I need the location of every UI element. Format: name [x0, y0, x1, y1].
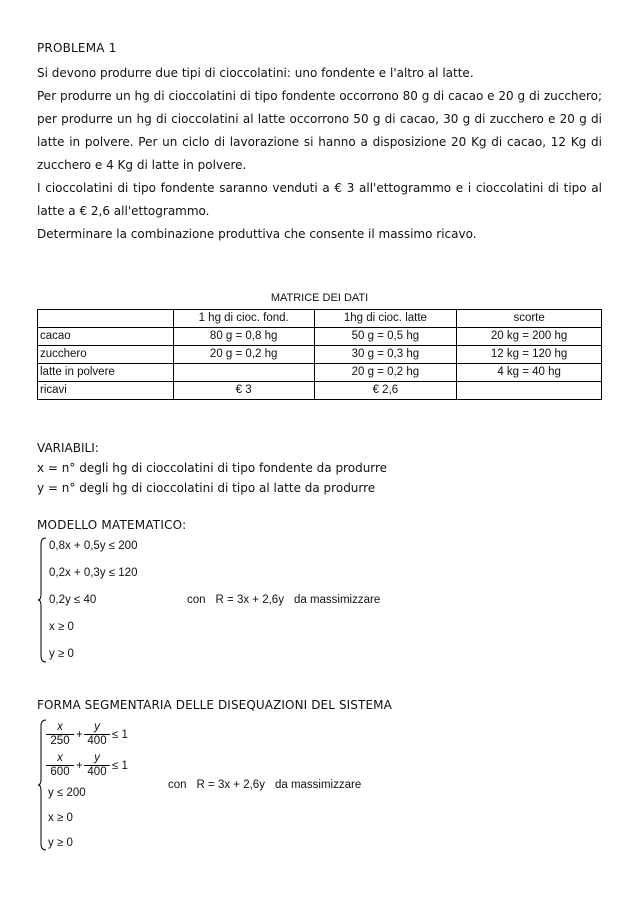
- table-row: [38, 364, 602, 382]
- variables-section: [37, 438, 387, 498]
- table-cell: 80 g = 0,8 hg: [173, 328, 314, 346]
- table-cell: € 2,6: [314, 382, 457, 400]
- problem-title: PROBLEMA 1: [37, 41, 117, 55]
- constraint: x ≥ 0: [49, 621, 74, 633]
- table-cell: 12 kg = 120 hg: [457, 346, 602, 364]
- table-cell: latte in polvere: [38, 364, 174, 382]
- table-cell: zucchero: [38, 346, 174, 364]
- table-row: [38, 328, 602, 346]
- model-objective: [187, 594, 380, 606]
- table-cell: 20 kg = 200 hg: [457, 328, 602, 346]
- segmentary-objective: [168, 779, 361, 791]
- inequality-rhs: ≤ 1: [112, 729, 128, 741]
- problem-text: [37, 62, 602, 246]
- constraint: y ≥ 0: [49, 648, 74, 660]
- table-header-cell: 1hg di cioc. latte: [314, 310, 457, 328]
- model-title: MODELLO MATEMATICO:: [37, 518, 187, 532]
- problem-paragraph: I cioccolatini di tipo fondente saranno venduti a € 3 all'ettogrammo e i cioccolatini di tipo al latte a € 2,6 all'ettogrammo.: [37, 181, 602, 218]
- inequality-rhs: ≤ 1: [112, 760, 128, 772]
- objective-suffix: da massimizzare: [274, 779, 362, 791]
- objective-suffix: da massimizzare: [293, 594, 381, 606]
- problem-paragraph: Determinare la combinazione produttiva che consente il massimo ricavo.: [37, 227, 477, 241]
- fraction: $\frac{y}{400}$: [84, 752, 110, 779]
- constraint: 0,8x + 0,5y ≤ 200: [49, 540, 138, 552]
- segmentary-title: FORMA SEGMENTARIA DELLE DISEQUAZIONI DEL SISTEMA: [37, 698, 392, 712]
- table-header-cell: 1 hg di cioc. fond.: [173, 310, 314, 328]
- variable-definition: y = n° degli hg di cioccolatini di tipo al latte da produrre: [37, 481, 376, 495]
- variable-definition: x = n° degli hg di cioccolatini di tipo fondente da produrre: [37, 461, 388, 475]
- variables-title: VARIABILI:: [37, 441, 99, 455]
- table-cell: [173, 364, 314, 382]
- plus-operator: +: [76, 729, 83, 741]
- fraction: $\frac{x}{600}$: [46, 752, 74, 779]
- fraction: $\frac{x}{250}$: [46, 721, 74, 748]
- fraction: $\frac{y}{400}$: [84, 721, 110, 748]
- table-header-row: [38, 310, 602, 328]
- problem-paragraph: Si devono produrre due tipi di cioccolatini: uno fondente e l'altro al latte.: [37, 66, 474, 80]
- objective-function: R = 3x + 2,6y: [196, 779, 265, 791]
- table-header-cell: scorte: [457, 310, 602, 328]
- table-row: [38, 382, 602, 400]
- table-cell: 50 g = 0,5 hg: [314, 328, 457, 346]
- matrix-title: MATRICE DEI DATI: [270, 292, 369, 304]
- table-cell: 20 g = 0,2 hg: [314, 364, 457, 382]
- left-brace-icon: [37, 536, 47, 664]
- table-cell: [457, 382, 602, 400]
- table-cell: 20 g = 0,2 hg: [173, 346, 314, 364]
- constraint: y ≤ 200: [48, 787, 86, 799]
- data-matrix-table: [37, 309, 602, 400]
- objective-function: R = 3x + 2,6y: [215, 594, 284, 606]
- table-cell: cacao: [38, 328, 174, 346]
- objective-prefix: con: [187, 594, 206, 606]
- constraint: 0,2y ≤ 40: [49, 594, 97, 606]
- table-cell: € 3: [173, 382, 314, 400]
- constraint: x ≥ 0: [48, 812, 73, 824]
- table-header-cell: [38, 310, 174, 328]
- table-row: [38, 346, 602, 364]
- table-cell: 4 kg = 40 hg: [457, 364, 602, 382]
- table-cell: 30 g = 0,3 hg: [314, 346, 457, 364]
- problem-paragraph: Per produrre un hg di cioccolatini di tipo fondente occorrono 80 g di cacao e 20 g di zucchero; per produrre un hg di cioccolatini al latte occorrono 50 g di cacao, 30 g di zucchero e 20 g di latte in polvere. Per un ciclo di lavorazione si hanno a disposizione 20 Kg di cacao, 12 Kg di zucchero e 4 Kg di latte in polvere.: [37, 89, 602, 172]
- constraint: y ≥ 0: [48, 837, 73, 849]
- table-cell: ricavi: [38, 382, 174, 400]
- plus-operator: +: [76, 760, 83, 772]
- constraint: 0,2x + 0,3y ≤ 120: [49, 567, 138, 579]
- objective-prefix: con: [168, 779, 187, 791]
